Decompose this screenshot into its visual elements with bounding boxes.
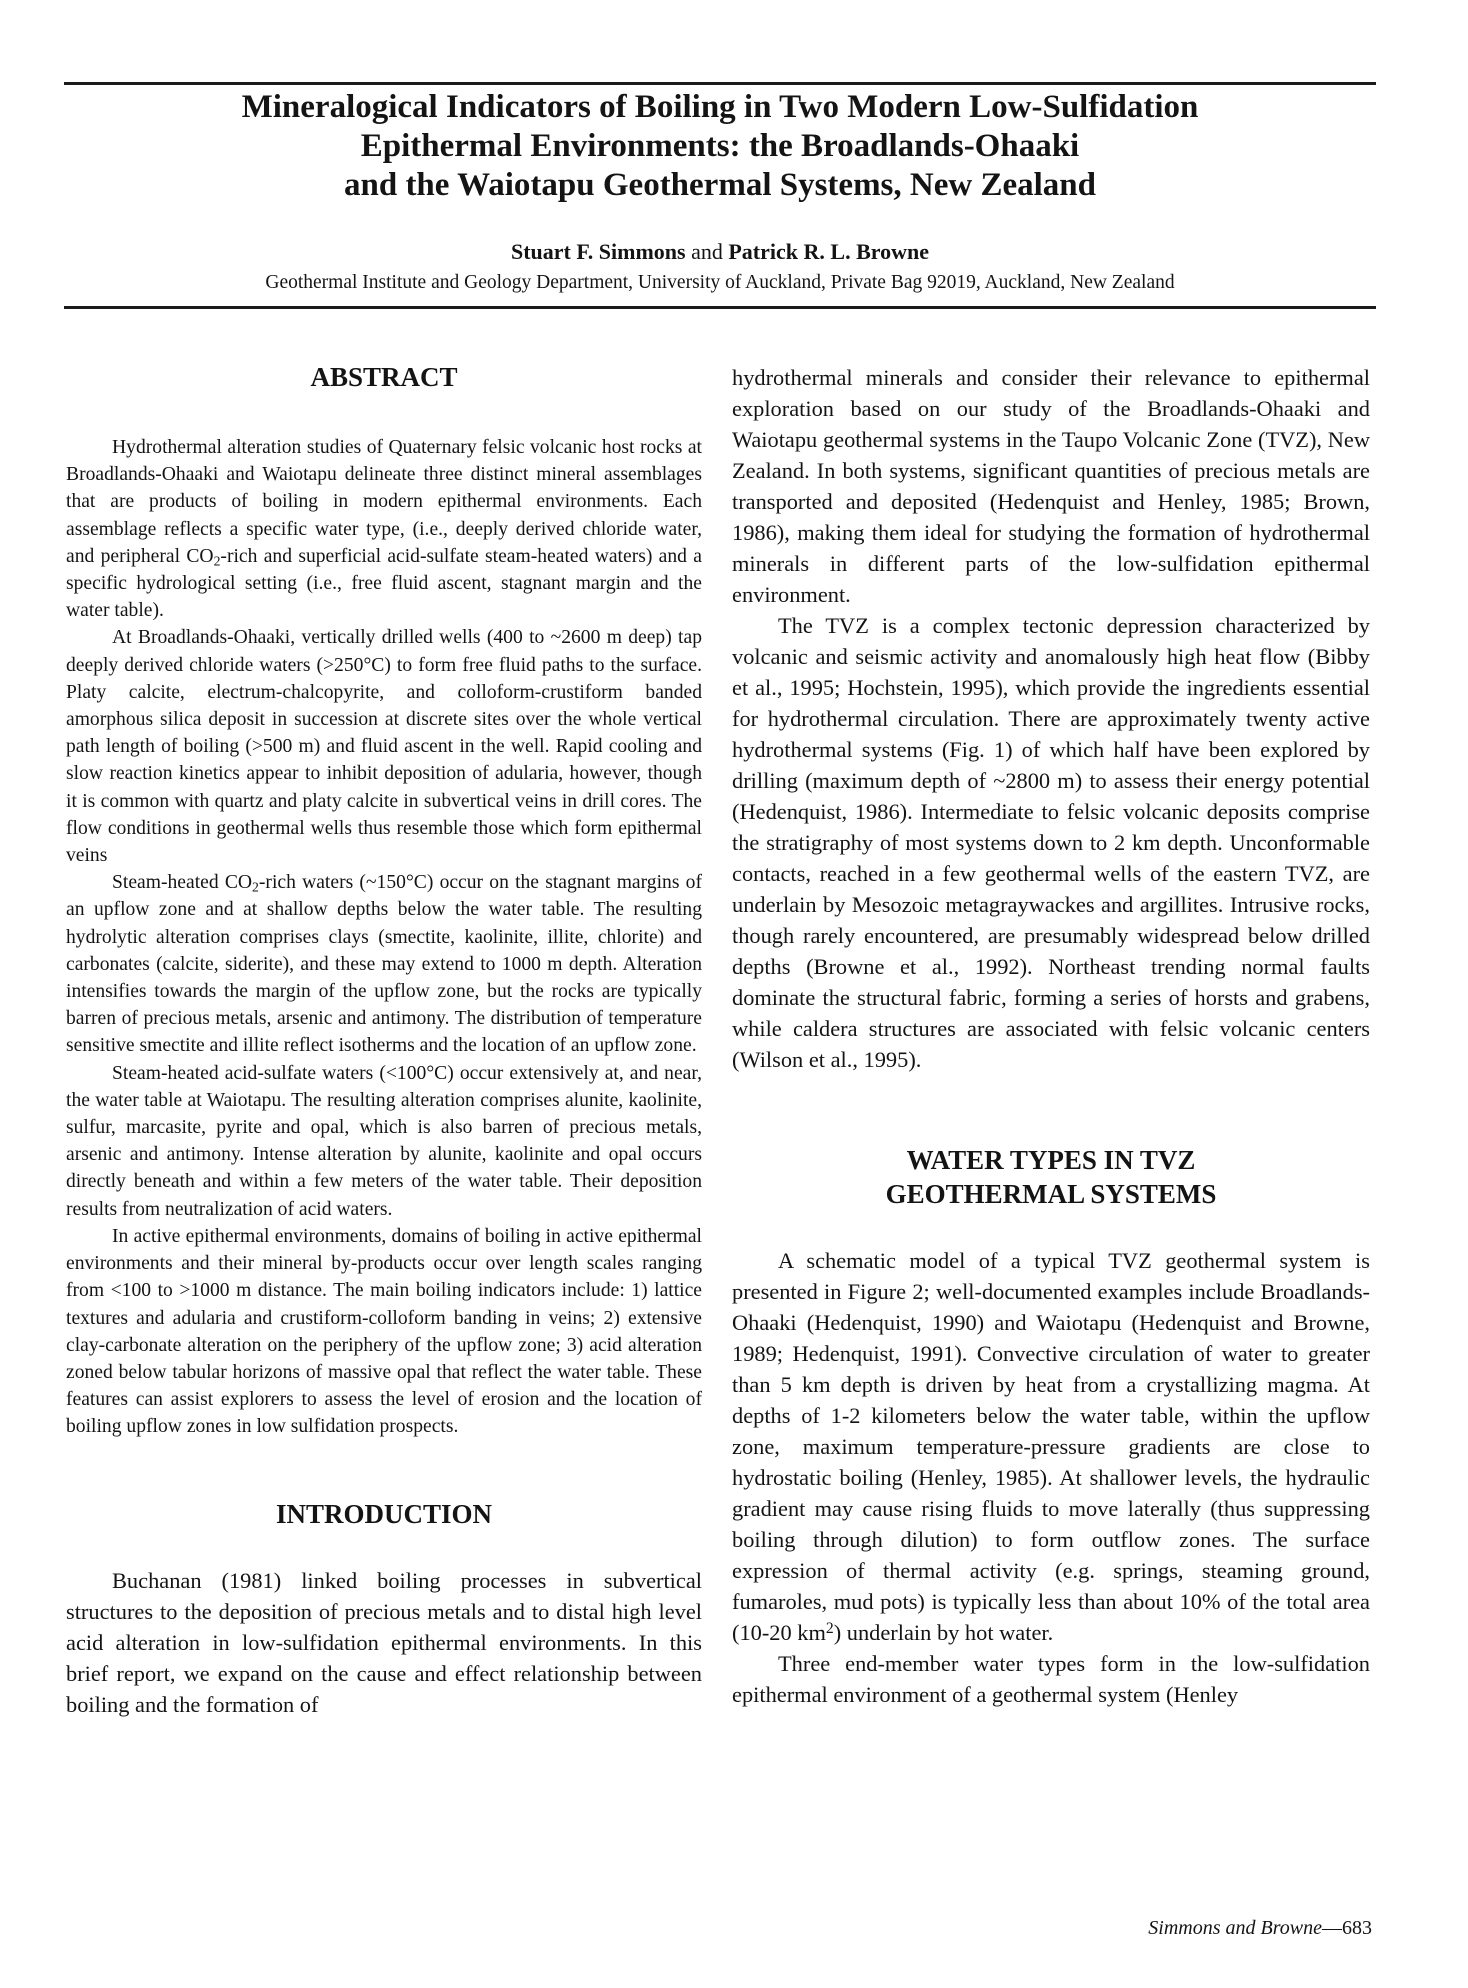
affiliation: Geothermal Institute and Geology Department, University of Auckland, Private Bag 92019, Auckland, New Zealand	[265, 272, 1175, 293]
author-line	[64, 238, 1376, 266]
page-footer	[1148, 1917, 1372, 1940]
introduction-paragraph-1-continued: hydrothermal minerals and consider their relevance to epithermal exploration based on our study of the Broadlands-Ohaaki and Waiotapu geothermal systems in the Taupo Volcanic Zone (TVZ), New Zealand. In both systems, significant quantities of precious metals are transported and deposited (Hedenquist and Henley, 1985; Brown, 1986), making them ideal for studying the formation of hydrothermal minerals in different parts of the low-sulfidation epithermal environment.	[732, 365, 1370, 607]
spacer	[732, 1075, 1370, 1143]
footer-dash: —	[1322, 1917, 1342, 1939]
paper-title	[64, 88, 1376, 205]
spacer	[66, 394, 702, 434]
abstract-paragraph-2: At Broadlands-Ohaaki, vertically drilled wells (400 to ~2600 m deep) tap deeply derived chloride waters (>250°C) to form free fluid paths to the surface. Platy calcite, electrum-chalcopyrite, and colloform-crustiform banded amorphous silica deposit in succession at discrete sites over the whole vertical path length of boiling (>500 m) and fluid ascent in the well. Rapid cooling and slow reaction kinetics appear to inhibit deposition of adularia, however, though it is common with quartz and platy calcite in subvertical veins in drill cores. The flow conditions in geothermal wells thus resemble those which form epithermal veins	[66, 627, 702, 867]
right-column	[732, 362, 1370, 1710]
water-types-paragraph-1: A schematic model of a typical TVZ geothermal system is presented in Figure 2; well-documented examples include Broadlands-Ohaaki (Hedenquist, 1990) and Waiotapu (Hedenquist and Browne, 1989; Hedenquist, 1991). Convective circulation of water to greater than 5 km depth is driven by heat from a crystallizing magma. At depths of 1-2 kilometers below the water table, within the upflow zone, maximum temperature-pressure gradients are close to hydrostatic boiling (Henley, 1985). At shallower levels, the hydraulic gradient may cause rising fluids to move laterally (thus suppressing boiling through dilution) to form outflow zones. The surface expression of thermal activity (e.g. springs, steaming ground, fumaroles, mud pots) is typically less than about 10% of the total area (10-20 $km^2$) underlain by hot water.	[732, 1248, 1370, 1645]
author-1: Stuart F. Simmons	[510, 239, 686, 264]
header-bottom-rule	[64, 306, 1376, 309]
abstract-paragraph-3: Steam-heated $CO_2$-rich waters (~150°C) occur on the stagnant margins of an upflow zone and at shallow depths below the water table. The resulting hydrolytic alteration comprises clays (smectite, kaolinite, illite, chlorite) and carbonates (calcite, siderite), and these may extend to 1000 m depth. Alteration intensifies towards the margin of the upflow zone, but the rocks are typically barren of precious metals, arsenic and antimony. The distribution of temperature sensitive smectite and illite reflect isotherms and the location of an upflow zone.	[66, 872, 702, 1057]
introduction-paragraph-1: Buchanan (1981) linked boiling processes in subvertical structures to the deposition of precious metals and to distal high level acid alteration in low-sulfidation epithermal environments. In this brief report, we expand on the cause and effect relationship between boiling and the formation of	[66, 1567, 702, 1717]
introduction-heading: INTRODUCTION	[275, 1498, 493, 1529]
introduction-paragraph-2: The TVZ is a complex tectonic depression characterized by volcanic and seismic activity and anomalously high heat flow (Bibby et al., 1995; Hochstein, 1995), which provide the ingredients essential for hydrothermal circulation. There are approximately twenty active hydrothermal systems (Fig. 1) of which half have been explored by drilling (maximum depth of ~2800 m) to assess their energy potential (Hedenquist, 1986). Intermediate to felsic volcanic deposits comprise the stratigraphy of most systems down to 2 km depth. Unconformable contacts, reached in a few geothermal wells of the eastern TVZ, are underlain by Mesozoic metagraywackes and argillites. Intrusive rocks, though rarely encountered, are presumably widespread below drilled depths (Browne et al., 1992). Northeast trending normal faults dominate the structural fabric, forming a series of horsts and grabens, while caldera structures are associated with felsic volcanic centers (Wilson et al., 1995).	[732, 613, 1370, 1072]
abstract-paragraph-5: In active epithermal environments, domains of boiling in active epithermal environments and their mineral by-products occur over length scales ranging from <100 to >1000 m distance. The main boiling indicators include: 1) lattice textures and adularia and crustiform-colloform banding in veins; 2) extensive clay-carbonate alteration on the periphery of the upflow zone; 3) acid alteration zoned below tabular horizons of massive opal that reflect the water table. These features can assist explorers to assess the level of erosion and the location of boiling upflow zones in low sulfidation prospects.	[66, 1225, 702, 1438]
abstract-paragraph-1: Hydrothermal alteration studies of Quaternary felsic volcanic host rocks at Broadlands-Ohaaki and Waiotapu delineate three distinct mineral assemblages that are products of boiling in modern epithermal environments. Each assemblage reflects a specific water type, (i.e., deeply derived chloride water, and peripheral $CO_2$-rich and superficial acid-sulfate steam-heated waters) and a specific hydrological setting (i.e., free fluid ascent, stagnant margin and the water table).	[66, 437, 702, 622]
spacer	[66, 1531, 702, 1565]
left-column	[66, 360, 702, 1720]
spacer	[66, 1441, 702, 1497]
spacer	[732, 1211, 1370, 1245]
water-types-paragraph-2: Three end-member water types form in the low-sulfidation epithermal environment of a geothermal system (Henley	[732, 1651, 1370, 1707]
abstract-heading: ABSTRACT	[310, 362, 458, 392]
water-types-heading	[732, 1143, 1370, 1211]
author-2: Patrick R. L. Browne	[728, 239, 929, 264]
page-number: 683	[1342, 1917, 1372, 1939]
title-line-2: Epithermal Environments: the Broadlands-Ohaaki	[360, 128, 1080, 164]
water-types-heading-line-2: GEOTHERMAL SYSTEMS	[885, 1179, 1217, 1209]
title-line-3: and the Waiotapu Geothermal Systems, New Zealand	[343, 167, 1096, 203]
top-rule	[64, 82, 1376, 85]
title-line-1: Mineralogical Indicators of Boiling in Two Modern Low-Sulfidation	[241, 89, 1199, 125]
running-head: Simmons and Browne	[1148, 1917, 1322, 1939]
water-types-heading-line-1: WATER TYPES IN TVZ	[906, 1145, 1196, 1175]
abstract-paragraph-4: Steam-heated acid-sulfate waters (<100°C) occur extensively at, and near, the water table at Waiotapu. The resulting alteration comprises alunite, kaolinite, sulfur, marcasite, pyrite and opal, which is also barren of precious metals, arsenic and antimony. Intense alteration by alunite, kaolinite and opal occurs directly beneath and within a few meters of the water table. Their deposition results from neutralization of acid waters.	[66, 1062, 702, 1220]
author-conjunction: and	[691, 239, 723, 264]
